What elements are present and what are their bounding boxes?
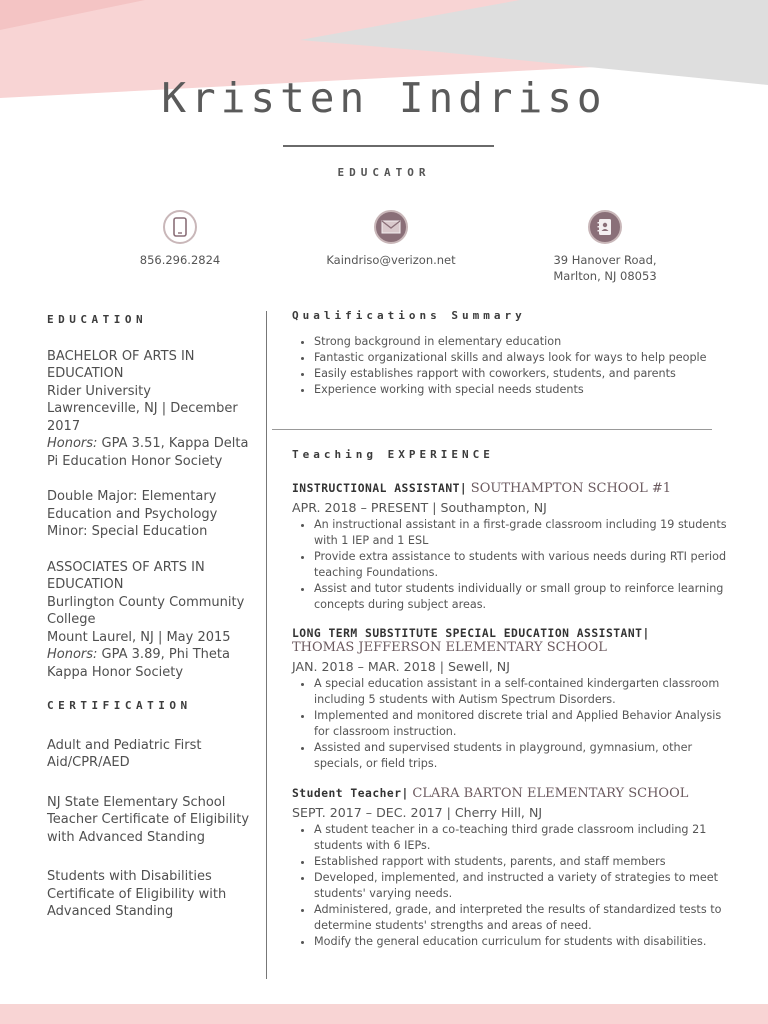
education-associates bbox=[47, 559, 259, 682]
list-item: • A student teacher in a co-teaching third grade classroom including 21 students with 6 IEPs. bbox=[314, 822, 738, 854]
list-item: • Modify the general education curriculum for students with disabilities. bbox=[314, 934, 738, 950]
job-dates: APR. 2018 – PRESENT | Southampton, NJ bbox=[292, 500, 547, 515]
certification-item bbox=[47, 794, 259, 847]
honors-label: Honors: bbox=[47, 647, 98, 662]
job-bullets bbox=[292, 517, 738, 613]
job-school: SOUTHAMPTON SCHOOL #1 bbox=[470, 481, 672, 496]
honors-text: GPA 3.89, Phi Theta Kappa Honor Society bbox=[47, 647, 230, 680]
job-school: CLARA BARTON ELEMENTARY SCHOOL bbox=[412, 786, 689, 801]
honors bbox=[47, 646, 259, 681]
honors bbox=[47, 435, 259, 470]
job-bullets bbox=[292, 676, 738, 772]
list-item: • Strong background in elementary education bbox=[314, 334, 738, 350]
job-title: EDUCATOR bbox=[337, 166, 431, 179]
qualifications-heading: Qualifications Summary bbox=[292, 309, 526, 322]
school: Rider University bbox=[47, 383, 151, 399]
list-item: • Experience working with special needs students bbox=[314, 382, 738, 398]
minor: Minor: Special Education bbox=[47, 524, 208, 539]
footer-band bbox=[0, 1004, 768, 1024]
job-role: LONG TERM SUBSTITUTE SPECIAL EDUCATION ASSISTANT| bbox=[292, 627, 650, 640]
candidate-name: Kristen Indriso bbox=[161, 74, 607, 122]
location-date: Mount Laurel, NJ | May 2015 bbox=[47, 629, 231, 645]
job-dates: JAN. 2018 – MAR. 2018 | Sewell, NJ bbox=[292, 659, 510, 674]
education-bachelor bbox=[47, 348, 259, 471]
column-divider bbox=[266, 311, 267, 979]
degree: BACHELOR OF ARTS IN EDUCATION bbox=[47, 348, 195, 381]
degree: ASSOCIATES OF ARTS IN EDUCATION bbox=[47, 559, 205, 592]
certification-text: Students with Disabilities Certificate of Eligibility with Advanced Standing bbox=[47, 869, 227, 919]
contact-email bbox=[296, 210, 486, 268]
honors-label: Honors: bbox=[47, 436, 98, 451]
education-heading: EDUCATION bbox=[47, 313, 148, 326]
list-item: • Provide extra assistance to students with various needs during RTI period teaching Foundations. bbox=[314, 549, 738, 581]
certification-text: Adult and Pediatric First Aid/CPR/AED bbox=[47, 737, 202, 770]
certification-text: NJ State Elementary School Teacher Certificate of Eligibility with Advanced Standing bbox=[47, 794, 250, 845]
job-bullets bbox=[292, 822, 738, 950]
list-item: • Administered, grade, and interpreted the results of standardized tests to determine students' strengths and areas of need. bbox=[314, 902, 738, 934]
job-role: INSTRUCTIONAL ASSISTANT| bbox=[292, 482, 468, 495]
certification-item bbox=[47, 868, 259, 921]
section-divider bbox=[272, 429, 712, 430]
school: Burlington County Community College bbox=[47, 594, 245, 627]
list-item: • Assisted and supervised students in playground, gymnasium, other specials, or field trips. bbox=[314, 740, 738, 772]
certification-heading: CERTIFICATION bbox=[47, 699, 192, 712]
job-role: Student Teacher| bbox=[292, 787, 409, 800]
major: Double Major: Elementary Education and Psychology bbox=[47, 489, 218, 522]
list-item: • A special education assistant in a self-contained kindergarten classroom including 5 students with Autism Spectrum Disorders. bbox=[314, 676, 738, 708]
address-line-2: Marlton, NJ 08053 bbox=[553, 269, 657, 283]
email-address[interactable]: Kaindriso@verizon.net bbox=[326, 253, 456, 267]
job-dates: SEPT. 2017 – DEC. 2017 | Cherry Hill, NJ bbox=[292, 805, 543, 820]
job-school: THOMAS JEFFERSON ELEMENTARY SCHOOL bbox=[292, 640, 607, 655]
job-entry bbox=[292, 481, 738, 613]
location-date: Lawrenceville, NJ | December 2017 bbox=[47, 401, 238, 434]
address-book-icon bbox=[588, 210, 622, 244]
contact-address bbox=[530, 210, 680, 284]
qualifications-section bbox=[292, 309, 738, 398]
list-item: • Implemented and monitored discrete trial and Applied Behavior Analysis for classroom instruction. bbox=[314, 708, 738, 740]
phone-icon bbox=[163, 210, 197, 244]
certification-item bbox=[47, 737, 259, 772]
qualifications-list bbox=[292, 334, 738, 398]
job-entry bbox=[292, 786, 738, 950]
address-line-1: 39 Hanover Road, bbox=[553, 253, 657, 267]
list-item: • Established rapport with students, parents, and staff members bbox=[314, 854, 738, 870]
experience-heading: Teaching EXPERIENCE bbox=[292, 448, 494, 461]
envelope-icon bbox=[374, 210, 408, 244]
list-item: • An instructional assistant in a first-grade classroom including 19 students with 1 IEP and 1 ESL bbox=[314, 517, 738, 549]
list-item: • Assist and tutor students individually or small group to reinforce learning concepts during subject areas. bbox=[314, 581, 738, 613]
experience-section bbox=[292, 448, 738, 950]
left-column bbox=[47, 311, 259, 921]
education-majors bbox=[47, 488, 259, 541]
list-item: • Easily establishes rapport with coworkers, students, and parents bbox=[314, 366, 738, 382]
name-divider bbox=[283, 145, 494, 147]
list-item: • Fantastic organizational skills and always look for ways to help people bbox=[314, 350, 738, 366]
list-item: • Developed, implemented, and instructed a variety of strategies to meet students' varying needs. bbox=[314, 870, 738, 902]
phone-number[interactable]: 856.296.2824 bbox=[139, 253, 221, 267]
honors-text: GPA 3.51, Kappa Delta Pi Education Honor Society bbox=[47, 436, 249, 469]
job-entry bbox=[292, 627, 738, 772]
contact-phone bbox=[110, 210, 250, 268]
